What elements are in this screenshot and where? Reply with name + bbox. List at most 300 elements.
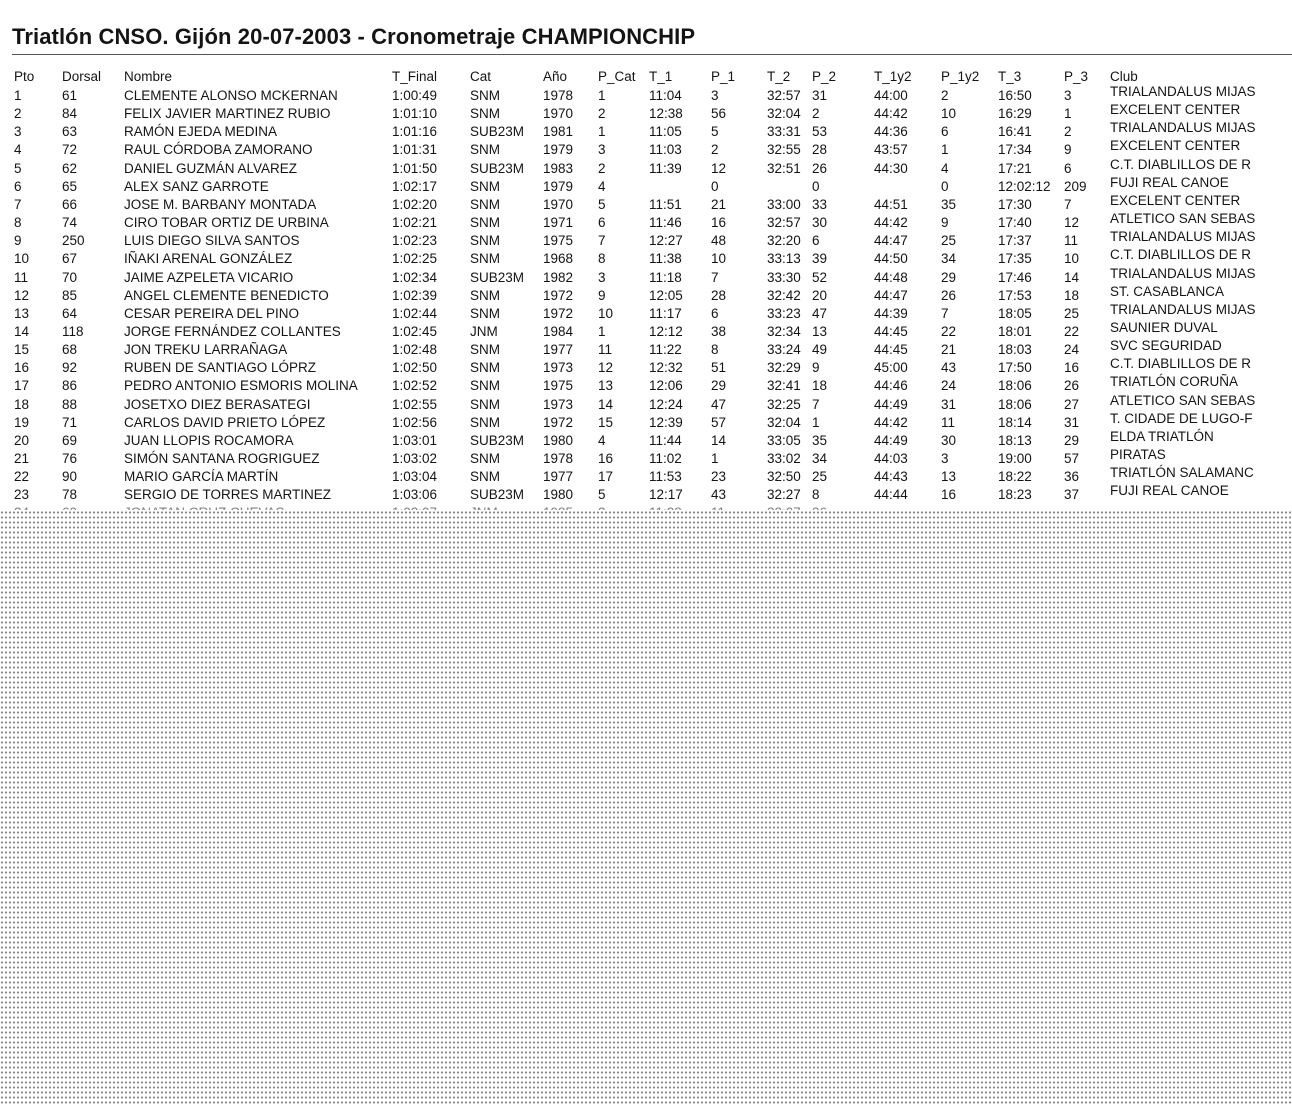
cell-pto: 12 <box>14 287 30 303</box>
cell-p-2: 9 <box>812 360 820 376</box>
cell-t-1: 11:02 <box>649 451 682 466</box>
cell-p-1y2: 4 <box>941 160 949 176</box>
cell-t-final: 1:02:23 <box>392 233 438 249</box>
cell-t-2: 32:04 <box>767 106 801 122</box>
cell-t-3: 18:14 <box>998 414 1032 430</box>
cell-pto: 21 <box>14 451 30 466</box>
cell-p-2: 26 <box>812 160 828 176</box>
cell-p-2: 31 <box>812 88 828 103</box>
cell-t-final: 1:02:44 <box>392 305 438 321</box>
cell-ano: 1981 <box>543 124 574 140</box>
cell-dorsal: 250 <box>62 233 85 249</box>
cell-pto: 3 <box>14 124 22 140</box>
cell-nombre: SERGIO DE TORRES MARTINEZ <box>124 487 332 503</box>
cell-p-cat: 7 <box>598 233 606 249</box>
cell-p-cat: 1 <box>598 124 606 140</box>
cell-p-cat: 16 <box>598 451 614 466</box>
cell-t-1y2: 44:45 <box>874 323 908 339</box>
cell-pto: 16 <box>14 360 30 376</box>
cell-p-cat: 1 <box>598 323 606 339</box>
cell-t-2: 32:50 <box>767 469 801 485</box>
cell-t-1: 11:04 <box>649 88 682 103</box>
cell-t-3: 17:30 <box>998 196 1032 212</box>
cell-pto: 6 <box>14 178 22 194</box>
cell-p-3: 26 <box>1064 378 1080 394</box>
cell-t-2: 32:42 <box>767 287 801 303</box>
cell-p-2: 53 <box>812 124 828 140</box>
cell-p-2: 34 <box>812 451 828 466</box>
cell-pto: 9 <box>14 233 22 249</box>
cell-t-1: 11:53 <box>649 469 682 485</box>
table-row <box>0 283 1292 305</box>
cell-p-cat: 12 <box>598 360 614 376</box>
cell-t-1: 12:12 <box>649 323 683 339</box>
cell-p-1y2: 35 <box>941 196 957 212</box>
cell-ano: 1980 <box>543 487 574 503</box>
cell-t-1y2: 44:39 <box>874 305 908 321</box>
table-row <box>0 483 1292 504</box>
cell-p-1: 38 <box>711 323 727 339</box>
cell-p-2: 8 <box>812 487 820 503</box>
cell-club: TRIALANDALUS MIJAS <box>1110 265 1256 281</box>
cell-club: EXCELENT CENTER <box>1110 192 1241 208</box>
cell-p-1: 51 <box>711 360 727 376</box>
cell-dorsal: 74 <box>62 215 78 231</box>
header-p-2: P_2 <box>812 69 837 84</box>
cell-club: C.T. DIABLILLOS DE R <box>1110 156 1252 172</box>
header-p-cat: P_Cat <box>598 69 636 84</box>
cell-club: SAUNIER DUVAL <box>1110 319 1218 335</box>
cell-t-3: 17:53 <box>998 287 1032 303</box>
header-t-final: T_Final <box>392 69 438 84</box>
cell-pto: 8 <box>14 215 22 231</box>
cell-p-1: 5 <box>711 124 719 140</box>
cell-t-final: 1:03:04 <box>392 469 438 485</box>
cell-pto: 20 <box>14 432 30 448</box>
header-cat: Cat <box>470 69 492 84</box>
cell-t-1: 11:22 <box>649 342 682 358</box>
cell-t-3: 17:46 <box>998 269 1032 285</box>
cell-ano: 1984 <box>543 323 574 339</box>
cell-dorsal: 69 <box>62 432 78 448</box>
cell-pto: 10 <box>14 251 30 267</box>
cell-cat: SNM <box>470 378 500 394</box>
cell-club: TRIATLÓN SALAMANC <box>1110 465 1254 481</box>
cell-t-1y2: 44:36 <box>874 124 908 140</box>
cell-nombre: PEDRO ANTONIO ESMORIS MOLINA <box>124 378 358 394</box>
cell-ano: 1978 <box>543 88 574 103</box>
cell-t-2: 32:25 <box>767 396 801 412</box>
cell-club: FUJI REAL CANOE <box>1110 174 1229 190</box>
table-row <box>0 247 1292 268</box>
cell-pto: 19 <box>14 414 30 430</box>
cell-pto: 18 <box>14 396 30 412</box>
cell-club: FUJI REAL CANOE <box>1110 483 1229 499</box>
cell-t-1: 12:05 <box>649 287 683 303</box>
cell-p-cat: 9 <box>598 287 606 303</box>
cell-t-1y2: 44:48 <box>874 269 908 285</box>
cell-p-1y2: 10 <box>941 106 957 122</box>
cell-p-3: 2 <box>1064 124 1072 140</box>
cell-dorsal: 70 <box>62 269 78 285</box>
cell-nombre: CLEMENTE ALONSO MCKERNAN <box>124 88 338 103</box>
cell-t-final: 1:01:31 <box>392 142 438 158</box>
cell-ano: 1983 <box>543 160 574 176</box>
cell-p-1: 6 <box>711 305 719 321</box>
table-row <box>0 138 1292 159</box>
cell-p-cat: 15 <box>598 414 614 430</box>
results-table <box>0 0 1292 512</box>
cell-cat: SUB23M <box>470 124 525 140</box>
cell-ano: 1973 <box>543 396 574 412</box>
cell-cat: SNM <box>470 178 500 194</box>
cell-t-1: 11:05 <box>649 124 682 140</box>
header-t-3: T_3 <box>998 69 1022 84</box>
cell-t-1y2: 44:42 <box>874 215 908 231</box>
cell-p-cat: 10 <box>598 305 614 321</box>
cell-p-1: 57 <box>711 414 727 430</box>
cell-cat: SNM <box>470 233 500 249</box>
cell-dorsal: 65 <box>62 178 78 194</box>
cell-t-2: 33:31 <box>767 124 801 140</box>
cell-p-2: 7 <box>812 396 820 412</box>
table-row <box>0 410 1292 432</box>
cell-p-3: 14 <box>1064 269 1080 285</box>
cell-p-3: 36 <box>1064 469 1080 485</box>
cell-p-3: 3 <box>1064 88 1072 103</box>
cell-p-1y2: 30 <box>941 432 957 448</box>
cell-p-1y2: 21 <box>941 342 957 358</box>
cell-p-3: 25 <box>1064 305 1080 321</box>
cell-nombre: IÑAKI ARENAL GONZÁLEZ <box>124 251 293 267</box>
cell-dorsal: 61 <box>62 88 78 103</box>
table-row <box>0 211 1292 232</box>
cell-ano: 1970 <box>543 106 574 122</box>
cell-t-final: 1:03:02 <box>392 451 438 466</box>
cell-cat: SNM <box>470 88 500 103</box>
cell-club: TRIATLÓN CORUÑA <box>1110 374 1239 390</box>
cell-club: EXCELENT CENTER <box>1110 138 1241 154</box>
header-t-2: T_2 <box>767 69 791 84</box>
cell-t-final: 1:02:34 <box>392 269 438 285</box>
cell-t-final: 1:02:21 <box>392 215 438 231</box>
cell-dorsal: 88 <box>62 396 78 412</box>
cell-p-1: 7 <box>711 269 719 285</box>
header-nombre: Nombre <box>124 69 173 84</box>
cell-dorsal: 71 <box>62 414 78 430</box>
cell-t-2: 32:41 <box>767 378 801 394</box>
cell-dorsal: 118 <box>62 323 84 339</box>
cell-p-cat: 1 <box>598 88 606 103</box>
cell-club: EXCELENT CENTER <box>1110 102 1241 118</box>
cell-p-cat: 3 <box>598 269 606 285</box>
cell-t-final: 1:02:17 <box>392 178 438 194</box>
cell-ano: 1978 <box>543 451 574 466</box>
cell-nombre: JUAN LLOPIS ROCAMORA <box>124 432 294 448</box>
cell-p-1y2: 11 <box>941 414 956 430</box>
cell-t-1: 11:18 <box>649 269 682 285</box>
cell-p-1y2: 1 <box>941 142 949 158</box>
cell-nombre: FELIX JAVIER MARTINEZ RUBIO <box>124 106 331 122</box>
cell-pto: 14 <box>14 323 30 339</box>
cell-p-3: 1 <box>1064 106 1072 122</box>
cell-cat: SNM <box>470 196 500 212</box>
cell-t-1y2: 45:00 <box>874 360 908 376</box>
header-p-3: P_3 <box>1064 69 1089 84</box>
cell-t-final: 1:02:56 <box>392 414 438 430</box>
cell-p-1: 16 <box>711 215 727 231</box>
table-row <box>0 392 1292 414</box>
cell-dorsal: 84 <box>62 106 78 122</box>
cell-t-1: 12:32 <box>649 360 683 376</box>
table-row <box>0 338 1292 359</box>
cell-dorsal: 63 <box>62 124 78 140</box>
cell-t-3: 18:06 <box>998 378 1032 394</box>
cell-t-3: 18:01 <box>998 323 1032 339</box>
table-row <box>0 301 1292 323</box>
cell-t-3: 18:13 <box>998 432 1032 448</box>
cell-t-1: 11:38 <box>649 251 682 267</box>
cell-p-cat: 5 <box>598 487 606 503</box>
cell-t-3: 17:50 <box>998 360 1032 376</box>
cell-t-3: 16:50 <box>998 88 1032 103</box>
cell-p-3: 18 <box>1064 287 1080 303</box>
cell-ano: 1975 <box>543 378 574 394</box>
cell-p-2: 13 <box>812 323 828 339</box>
cell-t-1: 12:24 <box>649 396 683 412</box>
cell-ano: 1968 <box>543 251 574 267</box>
cell-p-3: 12 <box>1064 215 1080 231</box>
cell-t-1y2: 43:57 <box>874 142 908 158</box>
cell-p-1: 10 <box>711 251 727 267</box>
cell-p-1: 28 <box>711 287 727 303</box>
cell-p-3: 16 <box>1064 360 1080 376</box>
cell-p-cat: 14 <box>598 396 614 412</box>
table-row <box>0 229 1292 250</box>
header-ano: Año <box>543 69 568 84</box>
cell-club: C.T. DIABLILLOS DE R <box>1110 247 1252 263</box>
cell-t-1y2: 44:00 <box>874 88 908 103</box>
cell-cat: SUB23M <box>470 487 525 503</box>
cell-p-3: 11 <box>1064 233 1079 249</box>
cell-t-1y2: 44:30 <box>874 160 908 176</box>
cell-dorsal: 72 <box>62 142 78 158</box>
cell-p-1y2: 26 <box>941 287 957 303</box>
cell-t-2: 33:00 <box>767 196 801 212</box>
cell-nombre: SIMÓN SANTANA ROGRIGUEZ <box>124 451 320 466</box>
cell-cat: SUB23M <box>470 432 525 448</box>
table-row <box>0 447 1292 468</box>
cell-p-1: 29 <box>711 378 727 394</box>
header-p-1: P_1 <box>711 69 736 84</box>
cell-nombre: RAMÓN EJEDA MEDINA <box>124 124 278 140</box>
cell-cat: SNM <box>470 360 500 376</box>
cell-t-final: 1:00:49 <box>392 88 438 103</box>
cell-nombre: JOSETXO DIEZ BERASATEGI <box>124 396 311 412</box>
cell-p-2: 2 <box>812 106 820 122</box>
cell-t-1: 11:17 <box>649 305 682 321</box>
cell-t-1y2: 44:03 <box>874 451 908 466</box>
cell-ano: 1977 <box>543 342 574 358</box>
cell-t-3: 16:29 <box>998 106 1032 122</box>
cell-t-3: 18:06 <box>998 396 1032 412</box>
cell-t-final: 1:02:55 <box>392 396 438 412</box>
cell-p-cat: 2 <box>598 160 606 176</box>
cell-cat: SNM <box>470 305 500 321</box>
cell-p-1y2: 24 <box>941 378 957 394</box>
cell-club: C.T. DIABLILLOS DE R <box>1110 356 1252 372</box>
cell-p-3: 31 <box>1064 414 1080 430</box>
cell-cat: SNM <box>470 287 500 303</box>
cell-t-final: 1:01:16 <box>392 124 438 140</box>
cell-p-3: 24 <box>1064 342 1080 358</box>
cell-p-1: 1 <box>711 451 719 466</box>
cell-t-final: 1:03:01 <box>392 432 438 448</box>
cell-cat: SUB23M <box>470 160 525 176</box>
cell-t-2: 33:23 <box>767 305 801 321</box>
cell-p-1: 8 <box>711 342 719 358</box>
cell-dorsal: 90 <box>62 469 78 485</box>
cell-ano: 1979 <box>543 178 574 194</box>
cell-t-1y2: 44:49 <box>874 432 908 448</box>
cell-p-1: 14 <box>711 432 727 448</box>
cell-cat: SNM <box>470 142 500 158</box>
cell-t-1y2: 44:42 <box>874 106 908 122</box>
cell-t-3: 18:22 <box>998 469 1032 485</box>
cell-t-1y2: 44:45 <box>874 342 908 358</box>
table-header-row <box>0 68 1292 86</box>
cell-cat: SNM <box>470 469 500 485</box>
header-club: Club <box>1110 69 1138 84</box>
table-row <box>0 84 1292 105</box>
cell-t-3: 17:34 <box>998 142 1032 158</box>
cell-club: TRIALANDALUS MIJAS <box>1110 229 1256 245</box>
cell-p-1: 0 <box>711 178 719 194</box>
cell-club: ATLETICO SAN SEBAS <box>1110 211 1256 227</box>
cell-nombre: DANIEL GUZMÁN ALVAREZ <box>124 160 298 176</box>
cell-club: ATLETICO SAN SEBAS <box>1110 392 1256 408</box>
cell-p-1: 21 <box>711 196 727 212</box>
cell-pto: 5 <box>14 160 22 176</box>
table-row <box>0 192 1292 214</box>
cell-nombre: RAUL CÓRDOBA ZAMORANO <box>124 142 313 158</box>
cell-cat: SNM <box>470 215 500 231</box>
cell-t-final: 1:02:45 <box>392 323 438 339</box>
cell-cat: SNM <box>470 106 500 122</box>
cell-pto: 22 <box>14 469 30 485</box>
cell-t-2: 33:30 <box>767 269 801 285</box>
cell-t-1: 12:39 <box>649 414 683 430</box>
cell-ano: 1977 <box>543 469 574 485</box>
cell-club: ELDA TRIATLÓN <box>1110 428 1214 444</box>
cell-p-3: 7 <box>1064 196 1072 212</box>
cell-p-2: 30 <box>812 215 828 231</box>
cell-pto: 2 <box>14 106 22 122</box>
table-row <box>0 174 1292 196</box>
cell-t-1: 12:27 <box>649 233 683 249</box>
cell-ano: 1982 <box>543 269 574 285</box>
cell-t-2: 33:13 <box>767 251 801 267</box>
cell-ano: 1972 <box>543 414 574 430</box>
cell-nombre: LUIS DIEGO SILVA SANTOS <box>124 233 300 249</box>
cell-t-2: 32:29 <box>767 360 801 376</box>
cell-t-2: 33:24 <box>767 342 801 358</box>
cell-pto: 17 <box>14 378 30 394</box>
cell-t-1y2: 44:42 <box>874 414 908 430</box>
cell-dorsal: 85 <box>62 287 78 303</box>
cell-t-final: 1:01:10 <box>392 106 438 122</box>
cell-ano: 1970 <box>543 196 574 212</box>
cell-ano: 1975 <box>543 233 574 249</box>
cell-p-1y2: 43 <box>941 360 957 376</box>
cell-dorsal: 66 <box>62 196 78 212</box>
cell-nombre: RUBEN DE SANTIAGO LÓPRZ <box>124 360 317 376</box>
cell-club: T. CIDADE DE LUGO-F <box>1110 410 1253 426</box>
cell-t-3: 17:40 <box>998 215 1032 231</box>
cell-p-1: 23 <box>711 469 727 485</box>
cell-p-2: 39 <box>812 251 828 267</box>
cell-ano: 1972 <box>543 305 574 321</box>
cell-p-1: 48 <box>711 233 727 249</box>
cell-p-1y2: 9 <box>941 215 949 231</box>
cell-t-1y2: 44:49 <box>874 396 908 412</box>
cell-t-3: 12:02:12 <box>998 178 1051 194</box>
cell-t-1: 12:06 <box>649 378 683 394</box>
cell-p-cat: 3 <box>598 142 606 158</box>
cell-ano: 1973 <box>543 360 574 376</box>
cell-cat: SNM <box>470 251 500 267</box>
cell-t-1: 12:38 <box>649 106 683 122</box>
cell-t-3: 16:41 <box>998 124 1032 140</box>
cell-t-final: 1:02:39 <box>392 287 438 303</box>
cell-t-final: 1:03:06 <box>392 487 438 503</box>
cell-p-3: 29 <box>1064 432 1080 448</box>
cell-p-3: 9 <box>1064 142 1072 158</box>
cell-p-2: 49 <box>812 342 828 358</box>
cell-t-3: 18:03 <box>998 342 1032 358</box>
cell-p-3: 6 <box>1064 160 1072 176</box>
header-t-1: T_1 <box>649 69 673 84</box>
cell-p-1y2: 22 <box>941 323 957 339</box>
cell-club: TRIALANDALUS MIJAS <box>1110 84 1256 99</box>
cell-p-1: 2 <box>711 142 719 158</box>
cell-t-3: 17:35 <box>998 251 1032 267</box>
cell-p-1y2: 6 <box>941 124 949 140</box>
cell-dorsal: 76 <box>62 451 78 466</box>
table-row <box>0 428 1292 450</box>
cell-nombre: JON TREKU LARRAÑAGA <box>124 342 288 358</box>
cell-cat: SNM <box>470 396 500 412</box>
cell-p-1y2: 29 <box>941 269 957 285</box>
cell-t-1y2: 44:43 <box>874 469 908 485</box>
cell-t-2: 32:55 <box>767 142 801 158</box>
cell-t-final: 1:01:50 <box>392 160 438 176</box>
cell-p-cat: 17 <box>598 469 614 485</box>
cell-p-cat: 4 <box>598 178 606 194</box>
cell-cat: SNM <box>470 342 500 358</box>
cell-t-1y2: 44:51 <box>874 196 908 212</box>
cell-cat: SNM <box>470 414 500 430</box>
cell-t-2: 32:57 <box>767 215 801 231</box>
cell-p-2: 47 <box>812 305 828 321</box>
cell-p-1: 56 <box>711 106 727 122</box>
cell-t-1: 11:51 <box>649 196 682 212</box>
cell-p-3: 22 <box>1064 323 1080 339</box>
cell-t-3: 18:23 <box>998 487 1032 503</box>
cell-p-1: 12 <box>711 160 727 176</box>
cell-pto: 1 <box>14 88 22 103</box>
cell-t-2: 33:05 <box>767 432 801 448</box>
